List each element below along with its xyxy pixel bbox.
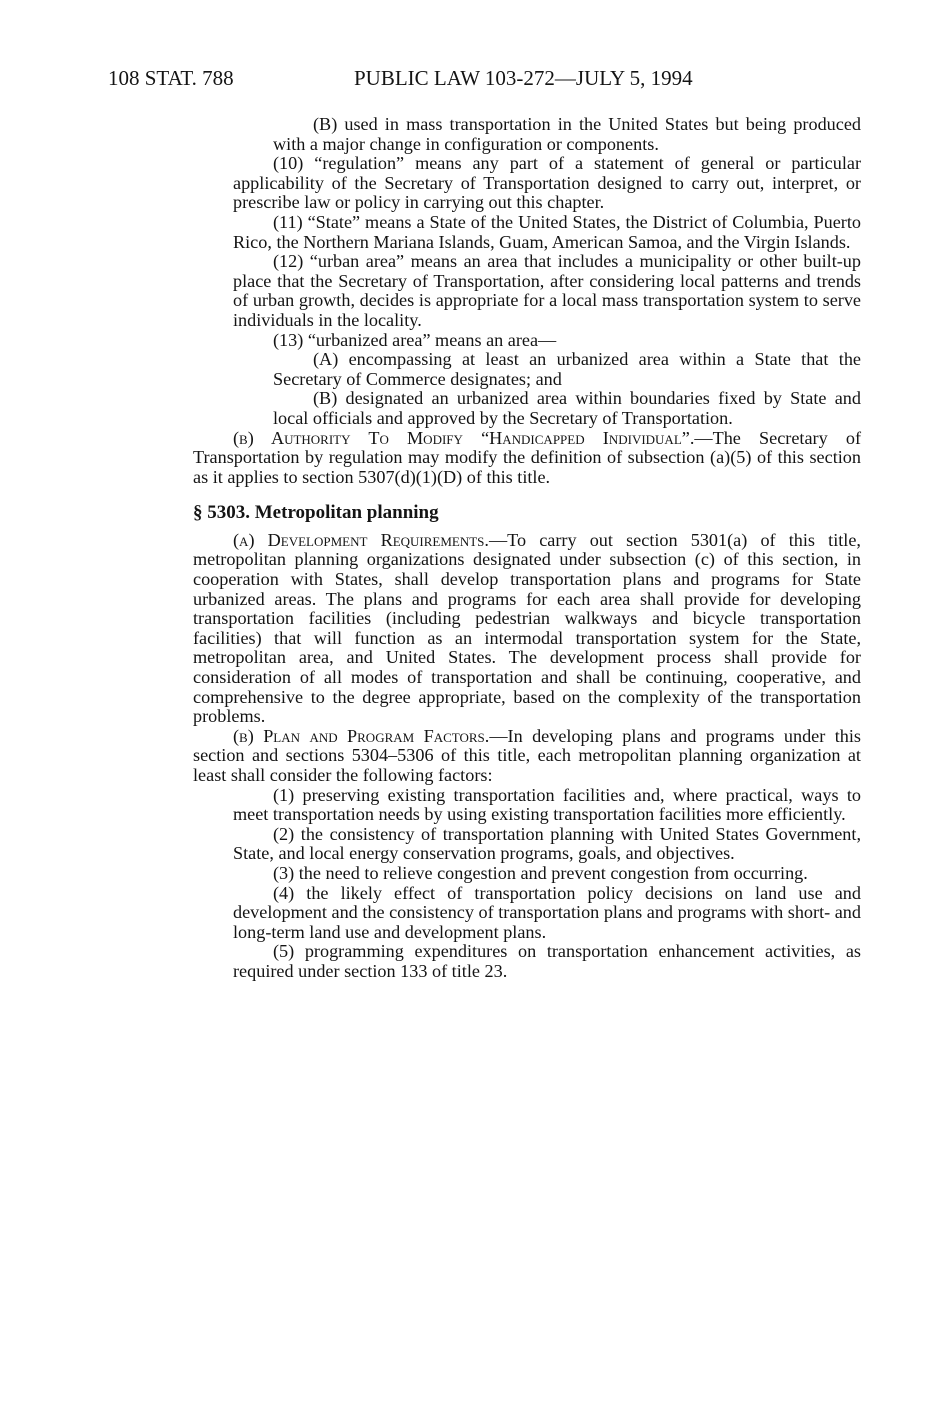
paragraph-12-urban-area: (12) “urban area” means an area that includes a municipality or other built-up place that the Secretary of Transportation, after considering local patterns and trends of urban growth, decides is appropriate for a local mass transportation system to serve individuals in the locality. [233, 251, 861, 330]
subsection-b-heading: (b) Authority To Modify “Handicapped Individual”. [233, 427, 695, 448]
paragraph-a-encompassing: (A) encompassing at least an urbanized area within a State that the Secretary of Commerce designates; and [273, 349, 861, 389]
subsection-b-plan-heading: (b) Plan and Program Factors. [233, 725, 490, 746]
public-law-title: PUBLIC LAW 103-272—JULY 5, 1994 [354, 66, 693, 90]
paragraph-13-urbanized-area: (13) “urbanized area” means an area— [273, 329, 557, 350]
subsection-a-text: —To carry out section 5301(a) of this title, metropolitan planning organizations designated under subsection (c) of this section, in cooperation with States, shall develop transportation plans and programs for State urbanized areas. The plans and programs for each area shall provide for developing transportation facilities (including pedestrian walkways and bicycle transportation facilities) that will function as an intermodal transportation system for the State, metropolitan area, and United States. The development process shall provide for consideration of all modes of transportation and shall be continuing, cooperative, and comprehensive to the degree appropriate, based on the complexity of the transportation problems. [193, 529, 861, 727]
stat-page-number: 108 STAT. 788 [108, 66, 234, 90]
subsection-a-development [193, 531, 861, 727]
factor-2: (2) the consistency of transportation planning with United States Government, State, and local energy conservation programs, goals, and objectives. [233, 823, 861, 864]
paragraph-10-regulation: (10) “regulation” means any part of a statement of general or particular applicability of the Secretary of Transportation designed to carry out, interpret, or prescribe law or policy in carrying out this chapter. [233, 153, 861, 213]
factor-3: (3) the need to relieve congestion and prevent congestion from occurring. [273, 862, 808, 883]
paragraph-b-mass-transportation: (B) used in mass transportation in the United States but being produced with a major change in configuration or components. [273, 114, 861, 154]
factor-1: (1) preserving existing transportation facilities and, where practical, ways to meet transportation needs by using existing transportation facilities more efficiently. [233, 784, 861, 825]
factor-5: (5) programming expenditures on transportation enhancement activities, as required under section 133 of title 23. [233, 941, 861, 981]
subsection-b-authority [193, 429, 861, 488]
paragraph-b-designated: (B) designated an urbanized area within boundaries fixed by State and local officials and approved by the Secretary of Transportation. [273, 388, 861, 428]
paragraph-11-state: (11) “State” means a State of the United States, the District of Columbia, Puerto Rico, the Northern Mariana Islands, Guam, American Samoa, and the Virgin Islands. [233, 211, 861, 252]
document-body [193, 114, 861, 982]
subsection-b-plan-factors [193, 727, 861, 786]
section-5303-heading: § 5303. Metropolitan planning [193, 502, 439, 524]
factor-4: (4) the likely effect of transportation policy decisions on land use and development and the consistency of transportation plans and programs with short- and long-term land use and development plans. [233, 882, 861, 942]
subsection-b-text: —The Secretary of Transportation by regulation may modify the definition of subsection (a)(5) of this section as it applies to section 5307(d)(1)(D) of this title. [193, 427, 861, 487]
subsection-a-heading: (a) Development Requirements. [233, 529, 489, 550]
subsection-b-plan-text: —In developing plans and programs under this section and sections 5304–5306 of this title, each metropolitan planning organization at least shall consider the following factors: [193, 725, 861, 785]
